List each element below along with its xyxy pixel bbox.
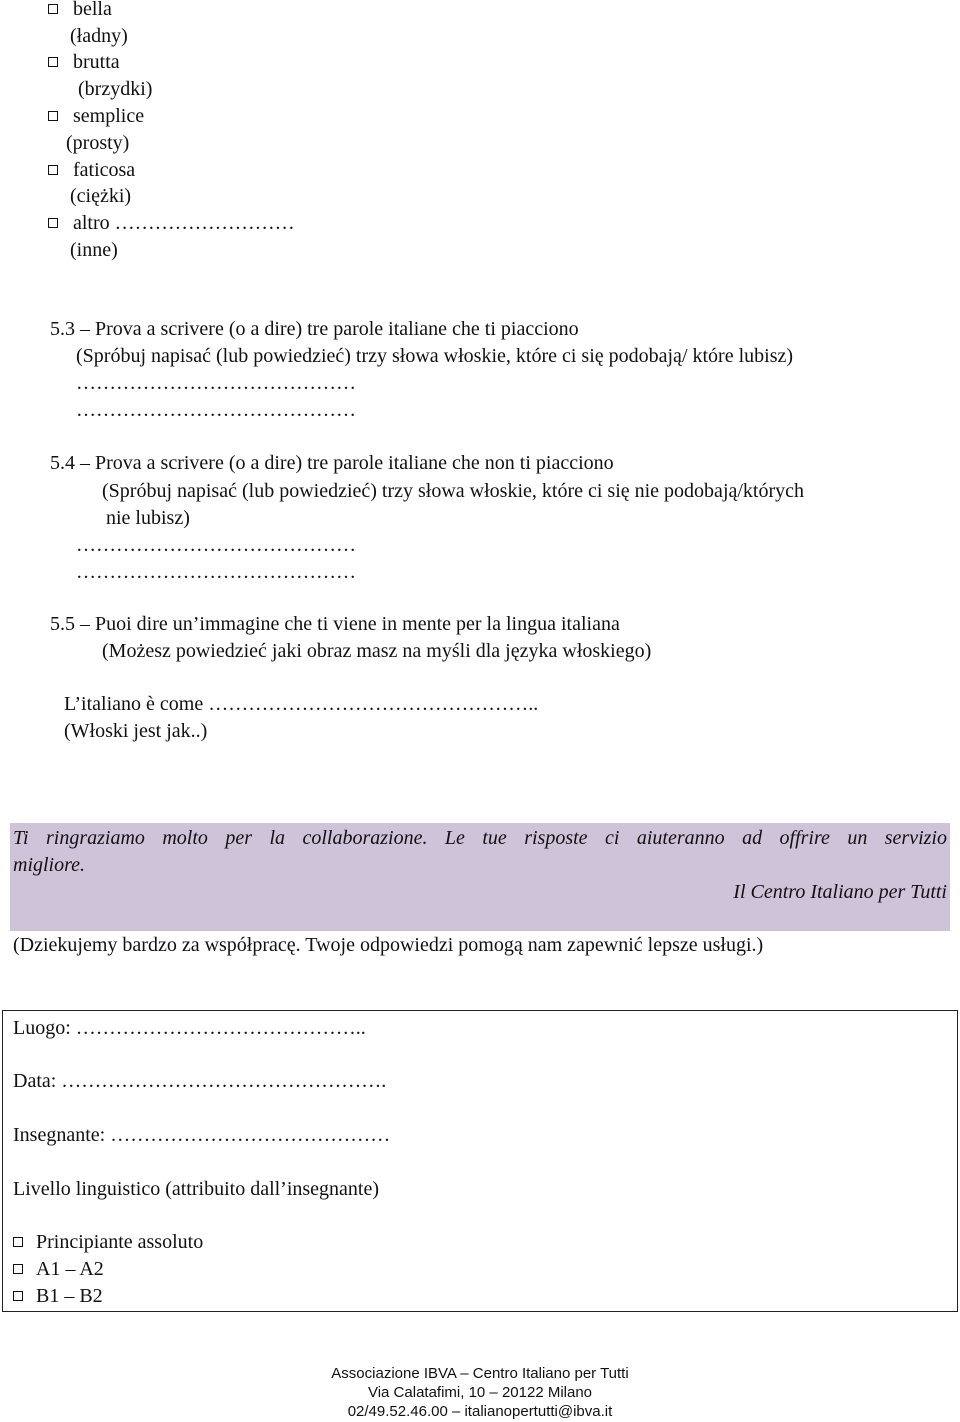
thanks-signature: Il Centro Italiano per Tutti [733, 881, 947, 903]
option-translation: (prosty) [66, 132, 130, 154]
level-option-a1-a2[interactable] [13, 1256, 104, 1283]
option-label: altro ……………………… [73, 212, 295, 234]
answer-line[interactable]: …………………………………… [76, 561, 356, 583]
footer-contact: 02/49.52.46.00 – italianopertutti@ibva.it [347, 1403, 613, 1420]
question-5-3-translation: (Spróbuj napisać (lub powiedzieć) trzy słowa włoskie, które ci się podobają/ które lubisz) [76, 345, 794, 367]
option-faticosa[interactable] [48, 157, 135, 184]
option-altro[interactable] [48, 210, 295, 237]
answer-translation: (Włoski jest jak..) [64, 720, 208, 742]
checkbox-icon[interactable] [48, 4, 58, 14]
option-label: bella [73, 0, 112, 20]
question-5-5-translation: (Możesz powiedzieć jaki obraz masz na myśli dla języka włoskiego) [102, 640, 652, 662]
option-bella[interactable] [48, 0, 112, 23]
option-brutta[interactable] [48, 49, 120, 76]
insegnante-field[interactable]: Insegnante: …………………………………… [13, 1124, 391, 1146]
option-translation: (inne) [70, 239, 118, 261]
footer-association: Associazione IBVA – Centro Italiano per Tutti [331, 1365, 629, 1382]
question-5-3: 5.3 – Prova a scrivere (o a dire) tre parole italiane che ti piacciono [50, 318, 579, 340]
data-field[interactable]: Data: …………………………………………. [13, 1070, 387, 1092]
question-5-4-translation-cont: nie lubisz) [106, 507, 190, 529]
thanks-translation: (Dziekujemy bardzo za współpracę. Twoje odpowiedzi pomogą nam zapewnić lepsze usługi.) [13, 934, 764, 956]
option-label: semplice [73, 105, 145, 127]
answer-line[interactable]: L’italiano è come ………………………………………….. [64, 693, 539, 715]
checkbox-icon[interactable] [13, 1264, 23, 1274]
option-translation: (brzydki) [78, 78, 153, 100]
checkbox-icon[interactable] [13, 1237, 23, 1247]
checkbox-icon[interactable] [13, 1291, 23, 1301]
option-translation: (ciężki) [70, 185, 132, 207]
checkbox-icon[interactable] [48, 165, 58, 175]
level-label: A1 – A2 [36, 1258, 104, 1280]
level-label: Principiante assoluto [36, 1231, 204, 1253]
option-semplice[interactable] [48, 103, 144, 130]
thanks-line-2: migliore. [13, 854, 86, 876]
answer-line[interactable]: …………………………………… [76, 372, 356, 394]
teacher-form-box [2, 1010, 958, 1312]
footer-address: Via Calatafimi, 10 – 20122 Milano [367, 1384, 593, 1401]
question-5-4: 5.4 – Prova a scrivere (o a dire) tre parole italiane che non ti piacciono [50, 452, 614, 474]
checkbox-icon[interactable] [48, 57, 58, 67]
checkbox-icon[interactable] [48, 218, 58, 228]
answer-line[interactable]: …………………………………… [76, 399, 356, 421]
level-option-b1-b2[interactable] [13, 1283, 103, 1310]
checkbox-icon[interactable] [48, 111, 58, 121]
thanks-line-1: Ti ringraziamo molto per la collaborazione. Le tue risposte ci aiuteranno ad offrire un servizio [13, 827, 947, 849]
livello-label: Livello linguistico (attribuito dall’insegnante) [13, 1178, 380, 1200]
question-5-5: 5.5 – Puoi dire un’immagine che ti viene in mente per la lingua italiana [50, 613, 620, 635]
option-translation: (ładny) [70, 25, 128, 47]
level-label: B1 – B2 [36, 1285, 103, 1307]
option-label: faticosa [73, 159, 136, 181]
question-5-4-translation: (Spróbuj napisać (lub powiedzieć) trzy słowa włoskie, które ci się nie podobają/których [102, 480, 805, 502]
answer-line[interactable]: …………………………………… [76, 534, 356, 556]
level-option-principiante[interactable] [13, 1229, 203, 1256]
luogo-field[interactable]: Luogo: …………………………………….. [13, 1017, 366, 1039]
option-label: brutta [73, 51, 120, 73]
